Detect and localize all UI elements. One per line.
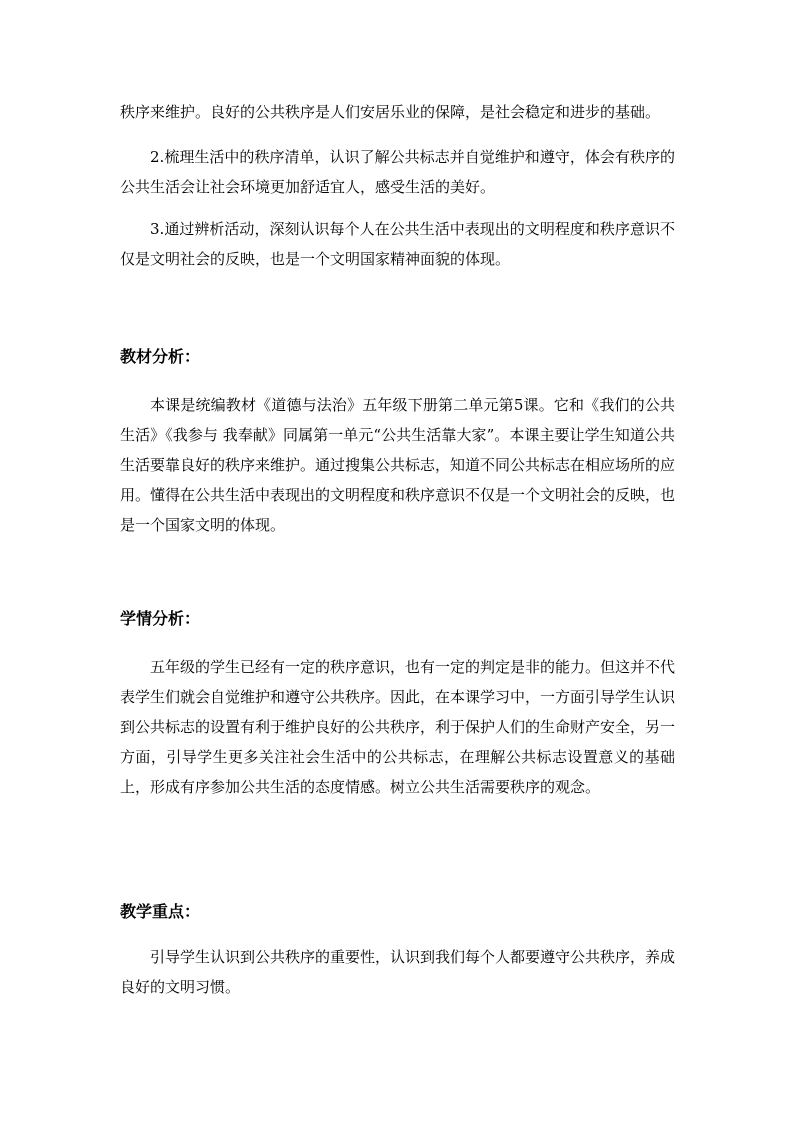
- goal-3-paragraph: 3.通过辨析活动，深刻认识每个人在公共生活中表现出的文明程度和秩序意识不仅是文明社会的反映，也是一个文明国家精神面貌的体现。: [120, 220, 675, 268]
- student-analysis-heading: 学情分析：: [120, 609, 201, 628]
- teaching-focus-heading: 教学重点：: [120, 902, 201, 921]
- teaching-focus-body: 引导学生认识到公共秩序的重要性，认识到我们每个人都要遵守公共秩序，养成良好的文明习惯。: [120, 948, 676, 996]
- intro-continuation-paragraph: 秩序来维护。良好的公共秩序是人们安居乐业的保障，是社会稳定和进步的基础。: [120, 103, 661, 121]
- student-analysis-body: 五年级的学生已经有一定的秩序意识，也有一定的判定是非的能力。但这并不代表学生们就会自觉维护和遵守公共秩序。因此，在本课学习中，一方面引导学生认识到公共标志的设置有利于维护良好的公共秩序，利于保护人们的生命财产安全，另一方面，引导学生更多关注社会生活中的公共标志，在理解公共标志设置意义的基础上，形成有序参加公共生活的态度情感。树立公共生活需要秩序的观念。: [120, 658, 676, 796]
- goal-2-paragraph: 2.梳理生活中的秩序清单，认识了解公共标志并自觉维护和遵守，体会有秩序的公共生活会让社会环境更加舒适宜人，感受生活的美好。: [120, 148, 675, 196]
- textbook-analysis-heading: 教材分析：: [120, 347, 201, 366]
- textbook-analysis-body: 本课是统编教材《道德与法治》五年级下册第二单元第5课。它和《我们的公共生活》《我参与 我奉献》同属第一单元“公共生活靠大家”。本课主要让学生知道公共生活要靠良好的秩序来维护。通过搜集公共标志，知道不同公共标志在相应场所的应用。懂得在公共生活中表现出的文明程度和秩序意识不仅是一个文明社会的反映，也是一个国家文明的体现。: [120, 396, 676, 534]
